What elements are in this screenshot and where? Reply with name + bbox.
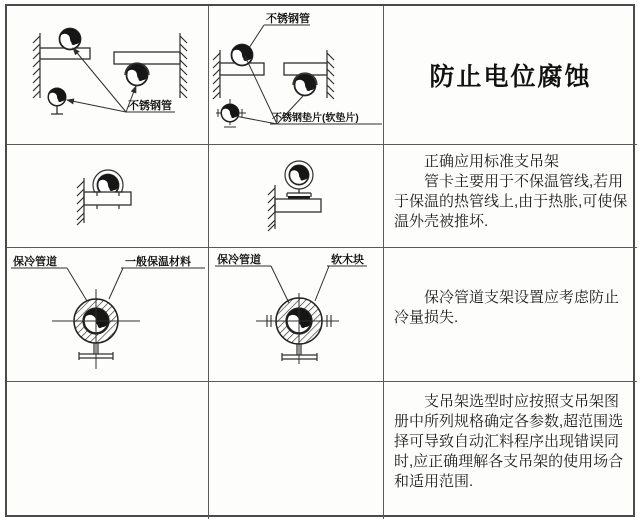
cell-r4c2-empty: [209, 382, 384, 519]
paragraph-body: 管卡主要用于不保温管线,若用于保温的热管线上,由于热胀,可使保温外壳被推坏.: [394, 172, 628, 230]
cell-r2c2-diagram: [209, 145, 384, 248]
diagram-cold-pipe-cork-block: [209, 248, 383, 381]
diagram-pipe-shoe-on-bracket: [209, 145, 383, 247]
wall-left: [213, 50, 220, 99]
drawing-sheet: [5, 4, 635, 517]
paragraph-body: 支吊架选型时应按照支吊架图册中所列规格确定各参数,超范围选择可导致自动汇料程序出现错误同时,应正确理解各支吊架的使用场合和适用范围.: [394, 393, 624, 490]
wall-left: [77, 178, 84, 225]
insulation-material-label: 一般保温材料: [125, 256, 191, 268]
bracket-top-shelf: [40, 48, 90, 59]
paragraph-body: 保冷管道支架设置应考虑防止冷量损失.: [394, 289, 620, 326]
cell-r3c1-diagram: [7, 248, 209, 382]
wall-right: [327, 50, 334, 99]
pipe-on-shelf: [60, 29, 81, 50]
pipe-hanging: [127, 65, 148, 86]
cell-r4c3-text: [384, 382, 637, 519]
stainless-pipe-label: 不锈钢管: [128, 100, 172, 112]
paragraph-heading: 正确应用标准支吊架: [424, 153, 560, 170]
pipe-stand: [51, 106, 63, 114]
cell-r3c3-text: [384, 248, 637, 382]
cell-r1c2-diagram: [209, 6, 384, 145]
wall-left: [268, 185, 275, 231]
gasket-label: 不锈钢垫片(软垫片): [272, 113, 359, 124]
bracket-shelf: [275, 199, 321, 212]
pipe-on-stand: [48, 88, 66, 106]
cell-r1c3-note: [384, 6, 637, 145]
wall-left: [33, 33, 40, 98]
pipe-on-shoe: [289, 165, 308, 184]
note-prevent-galvanic-corrosion: 防止电位腐蚀: [429, 63, 592, 91]
pipe-hanging: [295, 75, 316, 96]
leader-lines: [67, 268, 123, 301]
wall-right: [180, 33, 187, 98]
diagram-pipe-clamp-on-bracket: [7, 145, 208, 247]
diagram-stainless-pipe-gaskets: [209, 6, 383, 144]
cell-r2c3-text: [384, 145, 637, 248]
leader-top: [249, 25, 264, 48]
cell-r3c2-diagram: [209, 248, 384, 382]
diagram-cold-pipe-insulation: [7, 248, 208, 381]
bracket-shelf: [84, 192, 131, 205]
cold-pipe-label: 保冷管道: [13, 256, 57, 268]
cork-block-label: 软木块: [331, 254, 364, 266]
bracket-hanger-shelf: [114, 52, 180, 64]
cell-r1c1-diagram: [7, 6, 209, 145]
cell-r2c1-diagram: [7, 145, 209, 248]
stainless-pipe-label: 不锈钢管: [266, 13, 310, 25]
pipe-on-stand: [221, 104, 239, 122]
pipe-on-shelf: [232, 45, 253, 66]
cold-pipe-label: 保冷管道: [217, 254, 261, 266]
cell-r4c1-empty: [7, 382, 209, 519]
diagram-stainless-pipe-supports: [7, 6, 208, 144]
centerlines: [52, 289, 140, 369]
shoe-tee: [287, 189, 311, 197]
